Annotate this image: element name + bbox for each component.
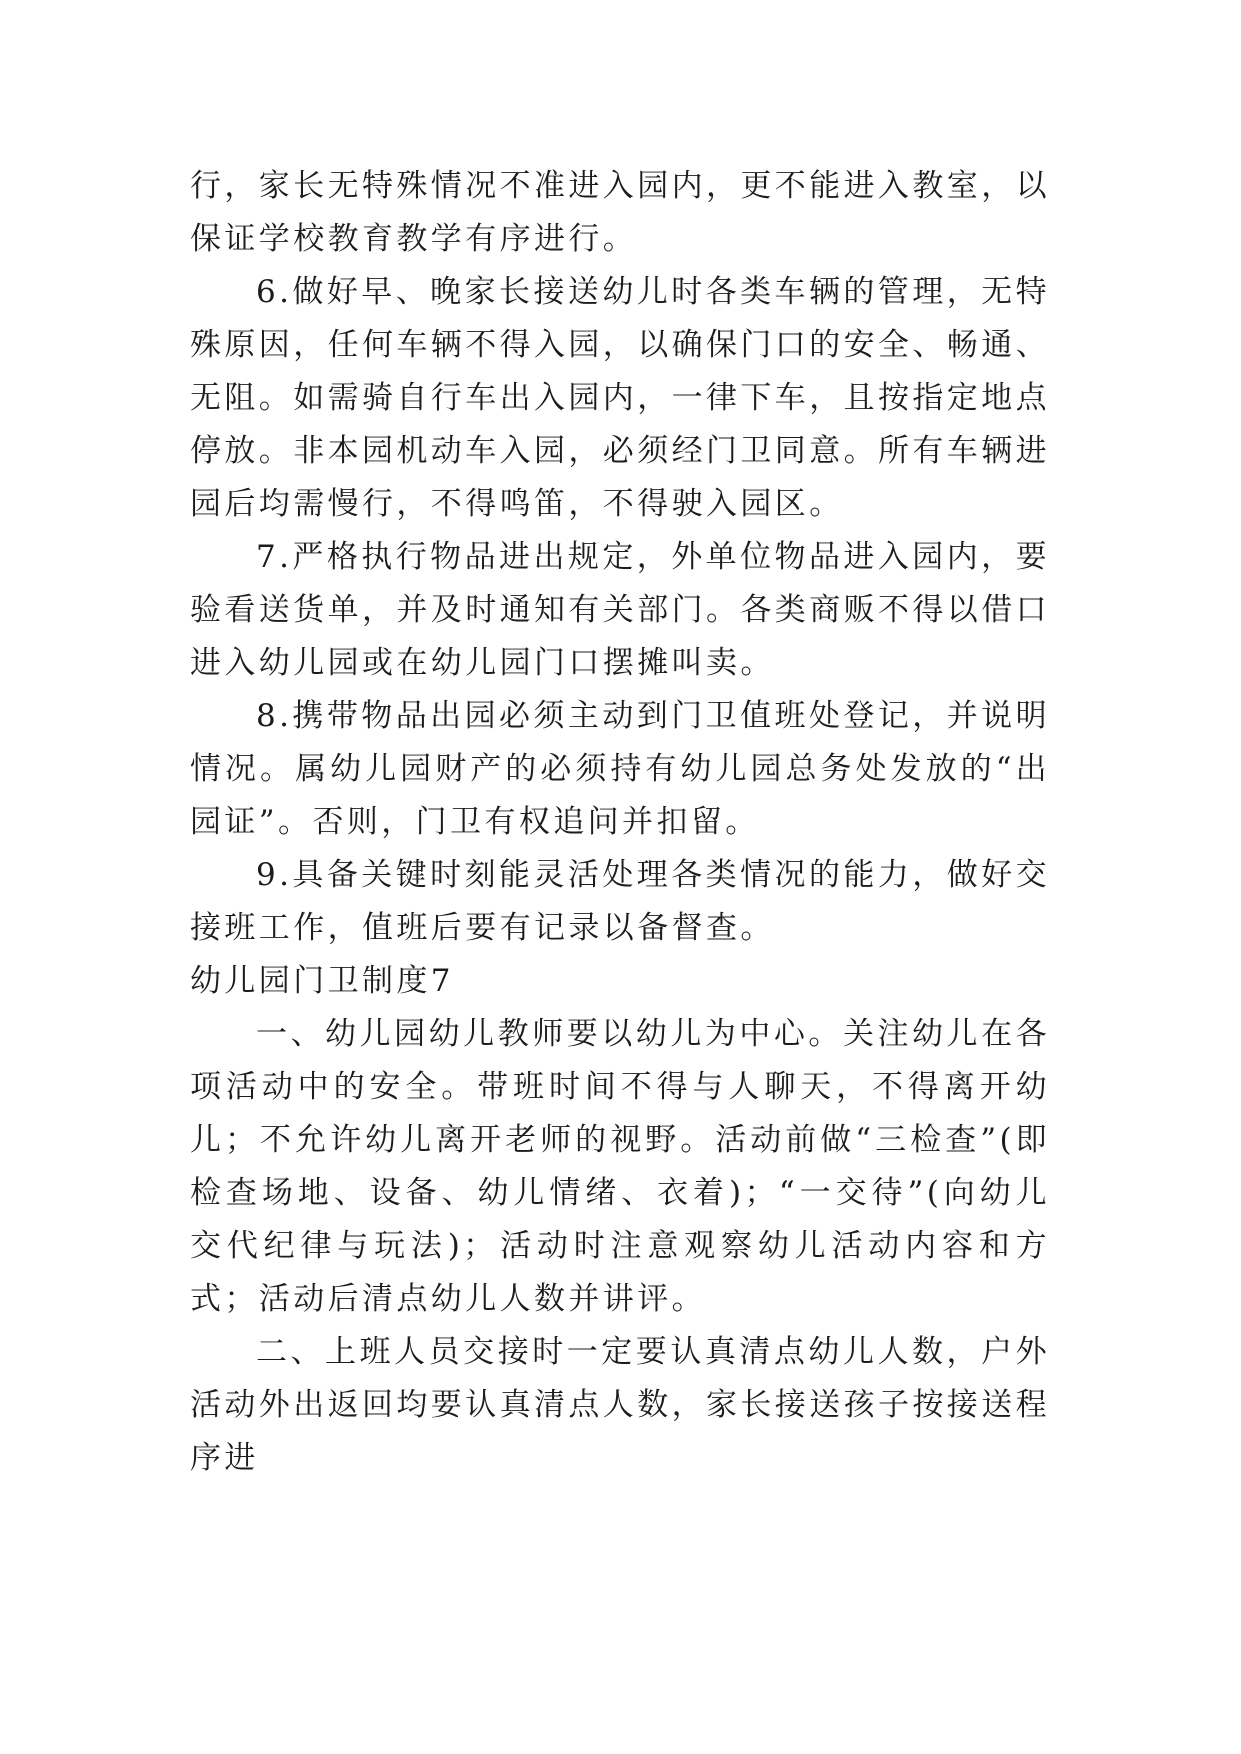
paragraph-continued: 行，家长无特殊情况不准进入园内，更不能进入教室，以保证学校教育教学有序进行。 bbox=[190, 168, 1050, 257]
document-body bbox=[190, 160, 1050, 1485]
paragraph-item-8: 8.携带物品出园必须主动到门卫值班处登记，并说明情况。属幼儿园财产的必须持有幼儿园总务处发放的“出园证”。否则，门卫有权追问并扣留。 bbox=[190, 698, 1050, 840]
section-paragraph-2: 二、上班人员交接时一定要认真清点幼儿人数，户外活动外出返回均要认真清点人数，家长接送孩子按接送程序进 bbox=[190, 1334, 1050, 1476]
paragraph-item-6: 6.做好早、晚家长接送幼儿时各类车辆的管理，无特殊原因，任何车辆不得入园，以确保门口的安全、畅通、无阻。如需骑自行车出入园内，一律下车，且按指定地点停放。非本园机动车入园，必须经门卫同意。所有车辆进园后均需慢行，不得鸣笛，不得驶入园区。 bbox=[190, 274, 1050, 522]
section-paragraph-1: 一、幼儿园幼儿教师要以幼儿为中心。关注幼儿在各项活动中的安全。带班时间不得与人聊天，不得离开幼儿；不允许幼儿离开老师的视野。活动前做“三检查”(即检查场地、设备、幼儿情绪、衣着)；“一交待”(向幼儿交代纪律与玩法)；活动时注意观察幼儿活动内容和方式；活动后清点幼儿人数并讲评。 bbox=[190, 1016, 1050, 1317]
paragraph-item-9: 9.具备关键时刻能灵活处理各类情况的能力，做好交接班工作，值班后要有记录以备督查。 bbox=[190, 857, 1050, 946]
section-title: 幼儿园门卫制度7 bbox=[190, 963, 454, 999]
paragraph-item-7: 7.严格执行物品进出规定，外单位物品进入园内，要验看送货单，并及时通知有关部门。各类商贩不得以借口进入幼儿园或在幼儿园门口摆摊叫卖。 bbox=[190, 539, 1050, 681]
